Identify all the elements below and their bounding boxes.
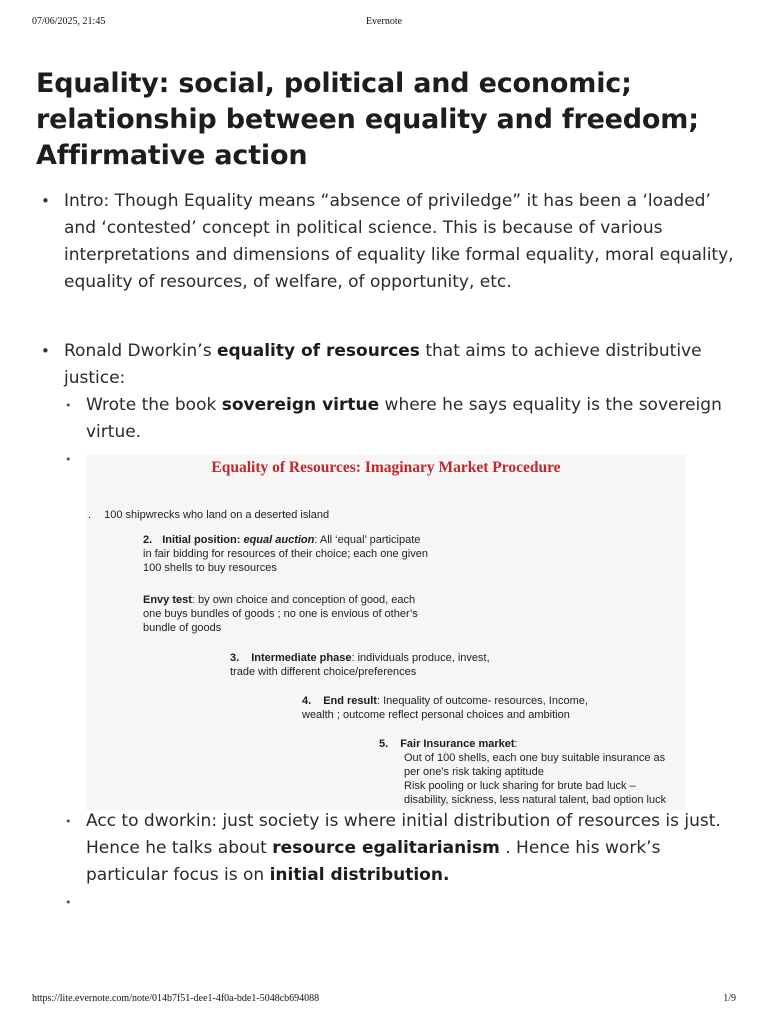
book-bullet [64, 392, 736, 446]
slide-step-5 [379, 737, 666, 807]
slide-envy-text-3: bundle of goods [143, 622, 222, 634]
slide-step-3-text-2: trade with different choice/preferences [230, 666, 417, 678]
just-society-bold-1: resource egalitarianism [272, 838, 500, 858]
print-page-number: 1/9 [723, 993, 736, 1004]
slide-envy-text-1: : by own choice and conception of good, each [191, 594, 416, 606]
slide-step-2-text-2: in fair bidding for resources of their choice; each one given [143, 548, 428, 560]
slide-step-5-label: Fair Insurance market [400, 738, 515, 750]
slide-step-3-label: Intermediate phase [251, 652, 352, 664]
slide-step-3 [230, 651, 490, 679]
book-text-pre: Wrote the book [86, 395, 222, 415]
slide-step-2-text-1: : All ‘equal’ participate [314, 534, 421, 546]
slide-step-1 [88, 508, 329, 522]
slide-step-1-marker: . [88, 509, 92, 521]
just-society-mid: . Hence his work’s particular focus is on [86, 838, 661, 885]
slide-step-2-num: 2. [143, 534, 153, 546]
empty-bullet [64, 889, 736, 916]
slide-step-5-num: 5. [379, 738, 389, 750]
slide-step-4-text-1: : Inequality of outcome- resources, Income, [376, 695, 588, 707]
slide-step-5-text-2: per one’s risk taking aptitude [404, 766, 544, 778]
just-society-bold-2: initial distribution. [269, 865, 450, 885]
slide-title: Equality of Resources: Imaginary Market Procedure [211, 459, 561, 476]
slide-envy-label: Envy test [143, 594, 192, 606]
slide-step-2-em: equal auction [243, 534, 315, 546]
print-footer [0, 993, 768, 1007]
slide-step-4-num: 4. [302, 695, 312, 707]
dworkin-text-bold: equality of resources [216, 341, 420, 361]
slide-step-3-text-1: : individuals produce, invest, [351, 652, 490, 664]
slide-step-5-text-1: Out of 100 shells, each one buy suitable insurance as [404, 752, 666, 764]
print-app-name: Evernote [365, 16, 403, 27]
slide-step-5-text-3: Risk pooling or luck sharing for brute bad luck – [404, 780, 636, 792]
embedded-slide-image [86, 455, 686, 810]
slide-envy-text-2: one buys bundles of goods ; no one is envious of other’s [143, 608, 418, 620]
slide-step-2 [143, 533, 428, 575]
slide-envy-test [143, 593, 418, 635]
slide-step-4 [302, 694, 588, 722]
dworkin-text-pre: Ronald Dworkin’s [64, 341, 217, 361]
slide-step-1-text: 100 shipwrecks who land on a deserted island [104, 509, 330, 521]
print-header [0, 16, 768, 30]
book-text-bold: sovereign virtue [221, 395, 380, 415]
note-title: Equality: social, political and economic; relationship between equality and freedom; Affirmative action [36, 68, 699, 171]
print-datetime: 07/06/2025, 21:45 [32, 16, 106, 27]
slide-step-3-num: 3. [230, 652, 240, 664]
just-society-bullet [64, 808, 736, 889]
slide-step-5-colon: : [514, 738, 518, 750]
book-text-post: where he says equality is the sovereign virtue. [86, 395, 722, 442]
slide-step-2-text-3: 100 shells to buy resources [143, 562, 277, 574]
just-society-pre: Acc to dworkin: just society is where initial distribution of resources is just. Hence he talks about [86, 811, 721, 858]
intro-text: Intro: Though Equality means “absence of priviledge” it has been a ‘loaded’ and ‘contested’ concept in political science. This is because of various interpretations and dimensions of equality like formal equality, moral equality, equality of resources, of welfare, of opportunity, etc. [64, 191, 734, 292]
print-url: https://lite.evernote.com/note/014b7f51-dee1-4f0a-bde1-5048cb694088 [32, 993, 320, 1004]
dworkin-text-post: that aims to achieve distributive justice: [64, 341, 702, 388]
slide-step-4-text-2: wealth ; outcome reflect personal choices and ambition [302, 709, 570, 721]
slide-step-5-text-4: disability, sickness, less natural talent, bad option luck [404, 794, 667, 806]
intro-bullet [36, 188, 736, 296]
slide-step-2-label: Initial position: [162, 534, 244, 546]
slide-step-4-label: End result [323, 695, 377, 707]
